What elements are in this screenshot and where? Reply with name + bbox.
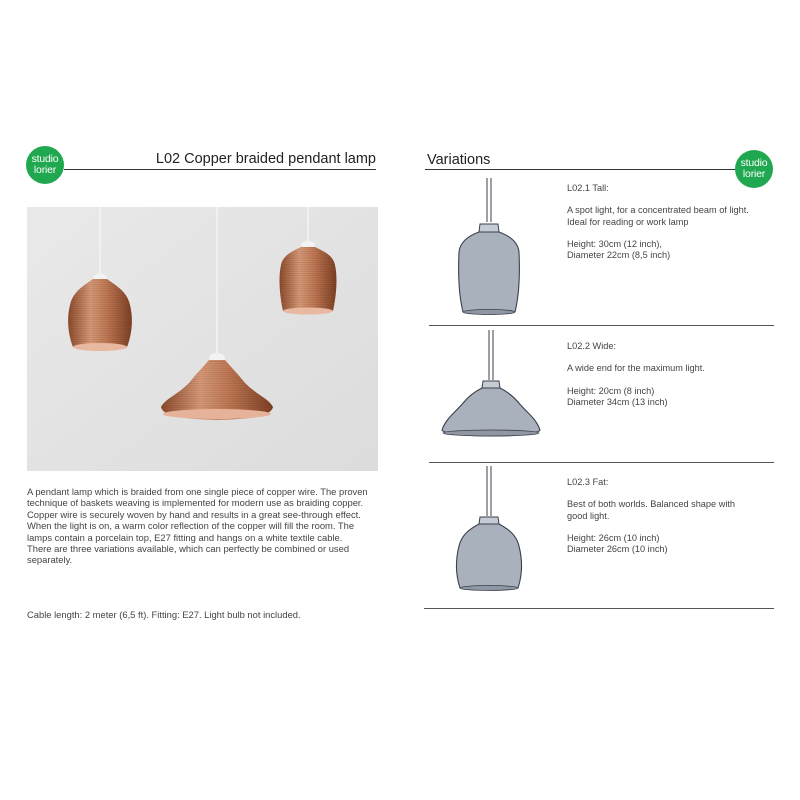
logo-line-1: studio [740,157,768,169]
description-line: technique of baskets weaving is implemented for modern use as braiding copper. [27,497,364,509]
variation-fat-info [567,477,777,555]
variation-name: L02.2 Wide: [567,341,617,351]
product-description [27,486,387,566]
logo-line-2: lorier [33,164,57,176]
variation-tall-info [567,183,777,261]
variation-description: A spot light, for a concentrated beam of light. [567,205,749,216]
description-line: separately. [27,554,73,566]
description-line: lamps contain a porcelain top, E27 fitting and hangs on a white textile cable. [27,531,343,543]
variation-diameter: Diameter 26cm (10 inch) [567,544,668,555]
variation-height: Height: 20cm (8 inch) [567,385,655,396]
description-line: There are three variations available, which can perfectly be combined or used [27,543,350,555]
variations-title: Variations [427,152,491,168]
variation-wide-info [567,341,777,408]
product-photo [27,207,378,471]
logo-line-2: lorier [742,168,766,180]
variation-description: Ideal for reading or work lamp [567,216,689,227]
variation-description: Best of both worlds. Balanced shape with [567,499,736,510]
variation-height: Height: 26cm (10 inch) [567,532,660,543]
product-specs: Cable length: 2 meter (6,5 ft). Fitting: E27. Light bulb not included. [27,609,301,620]
variation-divider [429,462,774,463]
variation-description: A wide end for the maximum light. [567,363,705,374]
description-line: When the light is on, a warm color reflection of the copper will fill the room. The [27,520,355,532]
variation-diameter: Diameter 22cm (8,5 inch) [567,250,671,261]
lamp-sketch-fat [440,466,540,596]
variation-description: good light. [567,510,610,521]
description-line: A pendant lamp which is braided from one single piece of copper wire. The proven [27,486,368,497]
lamp-sketch-tall [440,178,540,318]
variation-diameter: Diameter 34cm (13 inch) [567,396,668,407]
lamp-sketch-wide [436,330,546,442]
variation-name: L02.3 Fat: [567,477,609,487]
variation-name: L02.1 Tall: [567,183,609,193]
page-title: L02 Copper braided pendant lamp [155,151,376,167]
title-rule-left [64,169,376,170]
title-rule-right [425,169,736,170]
variation-height: Height: 30cm (12 inch), [567,238,662,249]
product-photo-graphic [27,207,378,471]
variation-divider [424,608,774,609]
studio-lorier-logo-left [26,146,64,184]
description-line: Copper wire is securely woven by hand and results in a great see-through effect. [27,508,361,520]
logo-line-1: studio [31,153,59,165]
variation-divider [429,325,774,326]
